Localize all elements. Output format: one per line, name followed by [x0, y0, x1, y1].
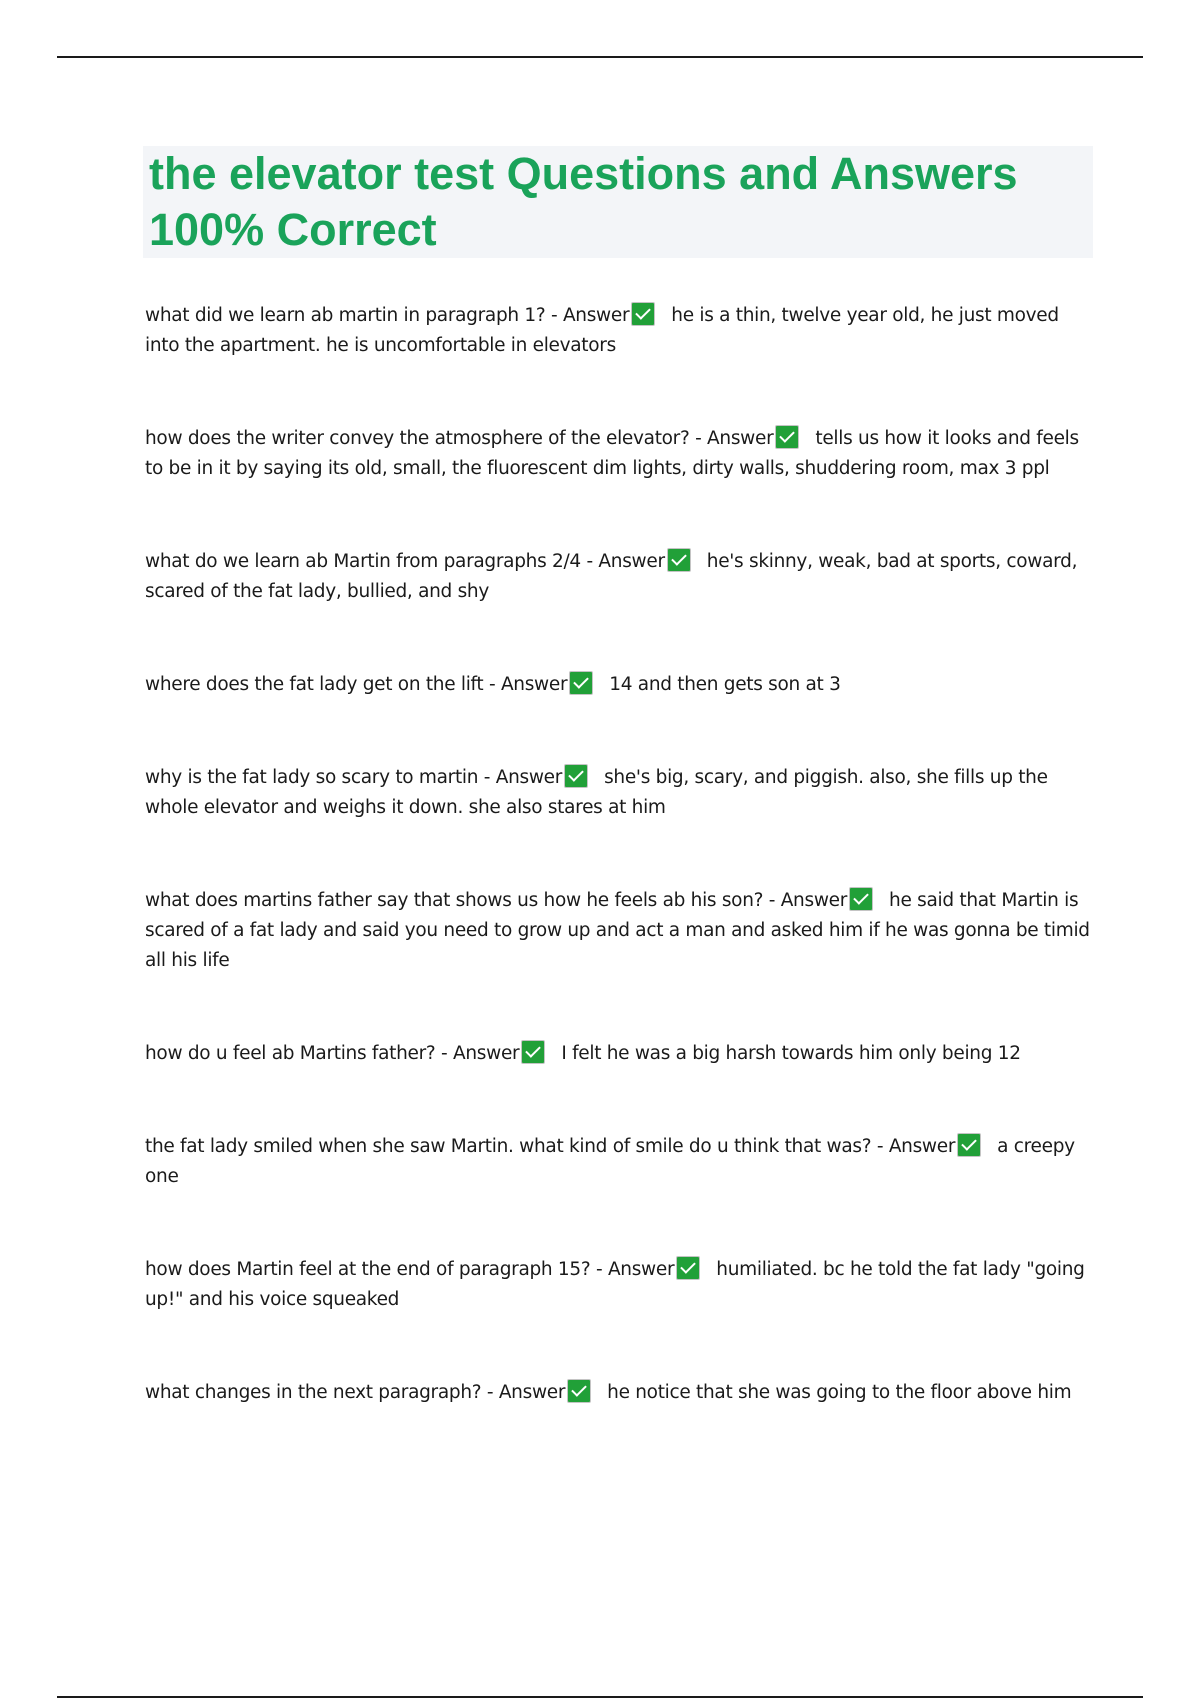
footer-rule — [57, 1696, 1143, 1698]
green-check-box-icon — [567, 1379, 591, 1403]
qa-item: what changes in the next paragraph? - Answer he notice that she was going to the floor above him — [145, 1378, 1095, 1408]
qa-item: what do we learn ab Martin from paragraphs 2/4 - Answer he's skinny, weak, bad at sports, coward, scared of the fat lady, bullied, and shy — [145, 547, 1095, 607]
green-check-box-icon — [521, 1040, 545, 1064]
qa-item: how do u feel ab Martins father? - Answer I felt he was a big harsh towards him only being 12 — [145, 1039, 1095, 1069]
green-check-box-icon — [957, 1133, 981, 1157]
answer-label: Answer — [707, 428, 774, 449]
qa-item: why is the fat lady so scary to martin - Answer she's big, scary, and piggish. also, she fills up the whole elevator and weighs it down. she also stares at him — [145, 763, 1095, 823]
answer-label: Answer — [495, 767, 563, 788]
qa-item: what did we learn ab martin in paragraph 1? - Answer he is a thin, twelve year old, he just moved into the apartment. he is uncomfortable in elevators — [145, 301, 1095, 361]
answer-text: 14 and then gets son at 3 — [609, 674, 841, 695]
question-text: what does martins father say that shows us how he feels ab his son? — [145, 890, 764, 911]
question-text: what do we learn ab Martin from paragraphs 2/4 — [145, 551, 581, 572]
answer-label: Answer — [562, 305, 630, 326]
answer-label: Answer — [598, 551, 665, 572]
question-text: how does Martin feel at the end of paragraph 15? — [145, 1259, 591, 1280]
green-check-box-icon — [569, 671, 593, 695]
question-text: what changes in the next paragraph? — [145, 1382, 482, 1403]
question-text: where does the fat lady get on the lift — [145, 674, 484, 695]
answer-text: humiliated. bc he told the fat lady "going up!" and his voice squeaked — [145, 1259, 1085, 1310]
green-check-box-icon — [849, 887, 873, 911]
answer-text: she's big, scary, and piggish. also, she fills up the whole elevator and weighs it down. she also stares at him — [145, 767, 1048, 818]
page-title: the elevator test Questions and Answers 100% Correct — [149, 148, 1018, 255]
question-text: the fat lady smiled when she saw Martin. what kind of smile do u think that was? — [145, 1136, 872, 1157]
answer-text: I felt he was a big harsh towards him only being 12 — [561, 1043, 1021, 1064]
answer-label: Answer — [780, 890, 848, 911]
qa-list — [145, 301, 1095, 1408]
title-block — [143, 146, 1093, 258]
answer-text: he notice that she was going to the floor above him — [607, 1382, 1072, 1403]
green-check-box-icon — [631, 302, 655, 326]
answer-text: he's skinny, weak, bad at sports, coward, scared of the fat lady, bullied, and shy — [145, 551, 1078, 602]
question-text: why is the fat lady so scary to martin — [145, 767, 479, 788]
green-check-box-icon — [775, 425, 799, 449]
qa-item: the fat lady smiled when she saw Martin. what kind of smile do u think that was? - Answer a creepy one — [145, 1132, 1095, 1192]
question-text: how does the writer convey the atmosphere of the elevator? — [145, 428, 690, 449]
answer-label: Answer — [607, 1259, 675, 1280]
answer-text: a creepy one — [145, 1136, 1075, 1187]
qa-item: where does the fat lady get on the lift - Answer 14 and then gets son at 3 — [145, 670, 1095, 700]
answer-text: he is a thin, twelve year old, he just moved into the apartment. he is uncomfortable in elevators — [145, 305, 1059, 356]
qa-item: how does the writer convey the atmosphere of the elevator? - Answer tells us how it looks and feels to be in it by saying its old, small, the fluorescent dim lights, dirty walls, shuddering room, max 3 ppl — [145, 424, 1095, 484]
answer-text: tells us how it looks and feels to be in it by saying its old, small, the fluorescent dim lights, dirty walls, shuddering room, max 3 ppl — [145, 428, 1079, 479]
green-check-box-icon — [564, 764, 588, 788]
qa-item: what does martins father say that shows us how he feels ab his son? - Answer he said that Martin is scared of a fat lady and said you need to grow up and act a man and asked him if he was gonna be timid all his life — [145, 886, 1095, 976]
question-text: how do u feel ab Martins father? — [145, 1043, 436, 1064]
answer-label: Answer — [498, 1382, 566, 1403]
header-rule — [57, 56, 1143, 58]
question-text: what did we learn ab martin in paragraph 1? — [145, 305, 546, 326]
green-check-box-icon — [676, 1256, 700, 1280]
green-check-box-icon — [667, 548, 691, 572]
answer-label: Answer — [453, 1043, 520, 1064]
answer-label: Answer — [500, 674, 568, 695]
answer-label: Answer — [888, 1136, 956, 1157]
qa-item: how does Martin feel at the end of paragraph 15? - Answer humiliated. bc he told the fat lady "going up!" and his voice squeaked — [145, 1255, 1095, 1315]
answer-text: he said that Martin is scared of a fat lady and said you need to grow up and act a man and asked him if he was gonna be timid all his life — [145, 890, 1090, 971]
